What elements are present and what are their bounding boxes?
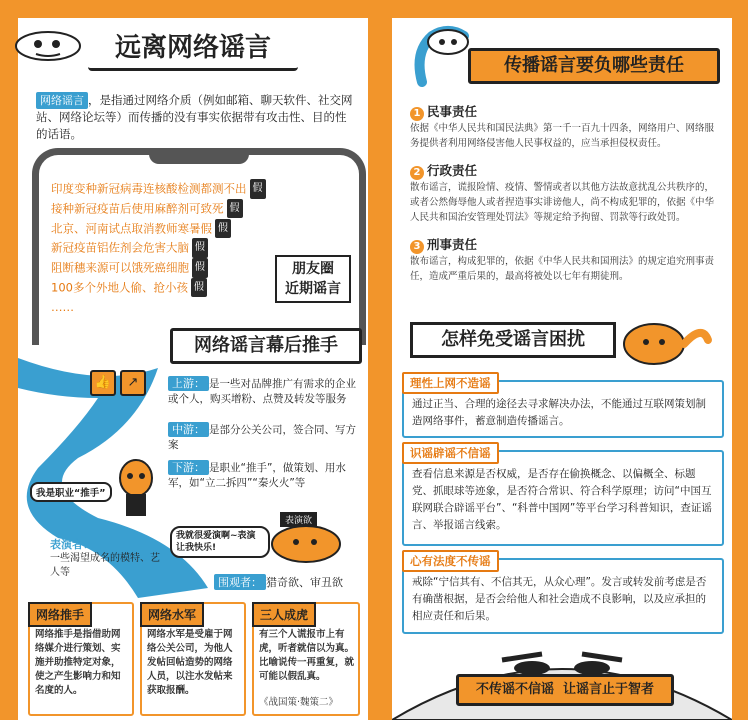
midstream: 中游： 是部分公关公司，签合同、写方案 — [168, 423, 356, 451]
main-title: 远离网络谣言 — [88, 28, 298, 71]
phone-caption-line: 朋友圈 — [292, 261, 334, 277]
downstream: 下游： 是职业“推手”，做策划、用水军，如“立二拆四”“秦火火”等 — [168, 461, 346, 489]
slogan: 不传谣不信谣 让谣言止于智者 — [456, 674, 674, 706]
resp-item: 1 民事责任 依据《中华人民共和国民法典》第一千一百九十四条，网络用户、网络服务提供者利用网络侵害他人民事权益的，应当承担侵权责任。 — [410, 104, 715, 149]
rumor-item: 印度变种新冠病毒连核酸检测都测不出 假 — [51, 179, 266, 199]
phone-caption-line: 近期谣言 — [285, 281, 341, 297]
resp-title: 传播谣言要负哪些责任 — [468, 48, 720, 84]
avoid-title: 怎样免受谣言困扰 — [410, 322, 616, 358]
pusher-bubble: 我是职业“推手” — [30, 482, 112, 502]
resp-list — [410, 102, 720, 284]
share-icon: ↗ — [120, 370, 146, 396]
rumor-item: 接种新冠疫苗后使用麻醉剂可致死 假 — [51, 199, 266, 219]
rumor-ellipsis: …… — [51, 299, 74, 314]
definition — [36, 92, 354, 143]
rumor-item: 100多个外地人偷、抢小孩 假 — [51, 278, 266, 298]
thumbs-up-icon: 👍 — [90, 370, 116, 396]
phone-caption — [275, 255, 351, 303]
definition-text: ，是指通过网络介质（例如邮箱、聊天软件、社交网站、网络论坛等）而传播的没有事实依据带有攻击性、目的性的话语。 — [36, 93, 353, 141]
right-panel — [392, 18, 732, 720]
behind-title: 网络谣言幕后推手 — [170, 328, 362, 364]
actor-bubble: 我就很爱演啊~表演让我快乐! — [170, 526, 270, 558]
avoid-block: 心有法度不传谣 戒除“宁信其有、不信其无，从众心理”。发言或转发前考虑是否有确凿根据，是否会给他人和社会造成不良影响，以及应承担的相应责任和后果。 — [402, 558, 724, 634]
avoid-block: 识谣辟谣不信谣 查看信息来源是否权威，是否存在偷换概念、以偏概全、标题党、抓眼球等迹象，是否符合常识、符合科学原理；访问“中国互联网联合辟谣平台”、“科普中国网”等平台学习科普知识，查证谣言、举报谣言线索。 — [402, 450, 724, 546]
definition-term: 网络谣言 — [36, 92, 88, 109]
pusher-character — [114, 458, 158, 522]
megaphone-icon — [12, 24, 84, 64]
card-water-army: 网络水军 网络水军是受雇于网络公关公司，为他人发帖回帖造势的网络人员，以注水发帖来获取报酬。 — [140, 602, 246, 716]
card-three-tigers: 三人成虎 有三个人谎报市上有虎，听者就信以为真。比喻说传一再重复，就可能以假乱真。 《战国策·魏策二》 — [252, 602, 360, 716]
resp-item: 2 行政责任 散布谣言，谎报险情、疫情、警情或者以其他方法故意扰乱公共秩序的，或者公然侮辱他人或者捏造事实诽谤他人，尚不构成犯罪的，依据《中华人民共和国治安管理处罚法》等规定给予拘留、罚款等行政处罚。 — [410, 163, 715, 223]
mascot-orange — [618, 314, 714, 374]
phone-frame — [32, 148, 366, 345]
rumor-item: 阻断穗来源可以饿死癌细胞 假 — [51, 258, 266, 278]
upstream: 上游： 是一些对品牌推广有需求的企业或个人，购买增粉、点赞及转发等服务 — [168, 377, 356, 405]
rumor-list — [51, 179, 266, 317]
resp-item: 3 刑事责任 散布谣言，构成犯罪的，依据《中华人民共和国刑法》的规定追究刑事责任，造成严重后果的，最高将被处以七年有期徒刑。 — [410, 237, 715, 282]
phone-notch — [149, 148, 249, 164]
onlooker: 围观者： 猎奇欲、审丑欲 — [214, 574, 343, 590]
rumor-item: 北京、河南试点取消教师寒暑假 假 — [51, 219, 266, 239]
avoid-block: 理性上网不造谣 通过正当、合理的途径去寻求解决办法，不能通过互联网策划制造网络事件，蓄意制造传播谣言。 — [402, 380, 724, 438]
left-panel — [18, 18, 368, 720]
card-internet-pusher: 网络推手 网络推手是指借助网络媒介进行策划、实施并助推特定对象，使之产生影响力和知名度的人。 — [28, 602, 134, 716]
rumor-item: 新冠疫苗铝佐剂会危害大脑 假 — [51, 238, 266, 258]
actor-sign: 表演欲 — [280, 512, 317, 527]
actor: 表演者： 一些渴望成名的模特、艺人等 — [50, 538, 160, 578]
